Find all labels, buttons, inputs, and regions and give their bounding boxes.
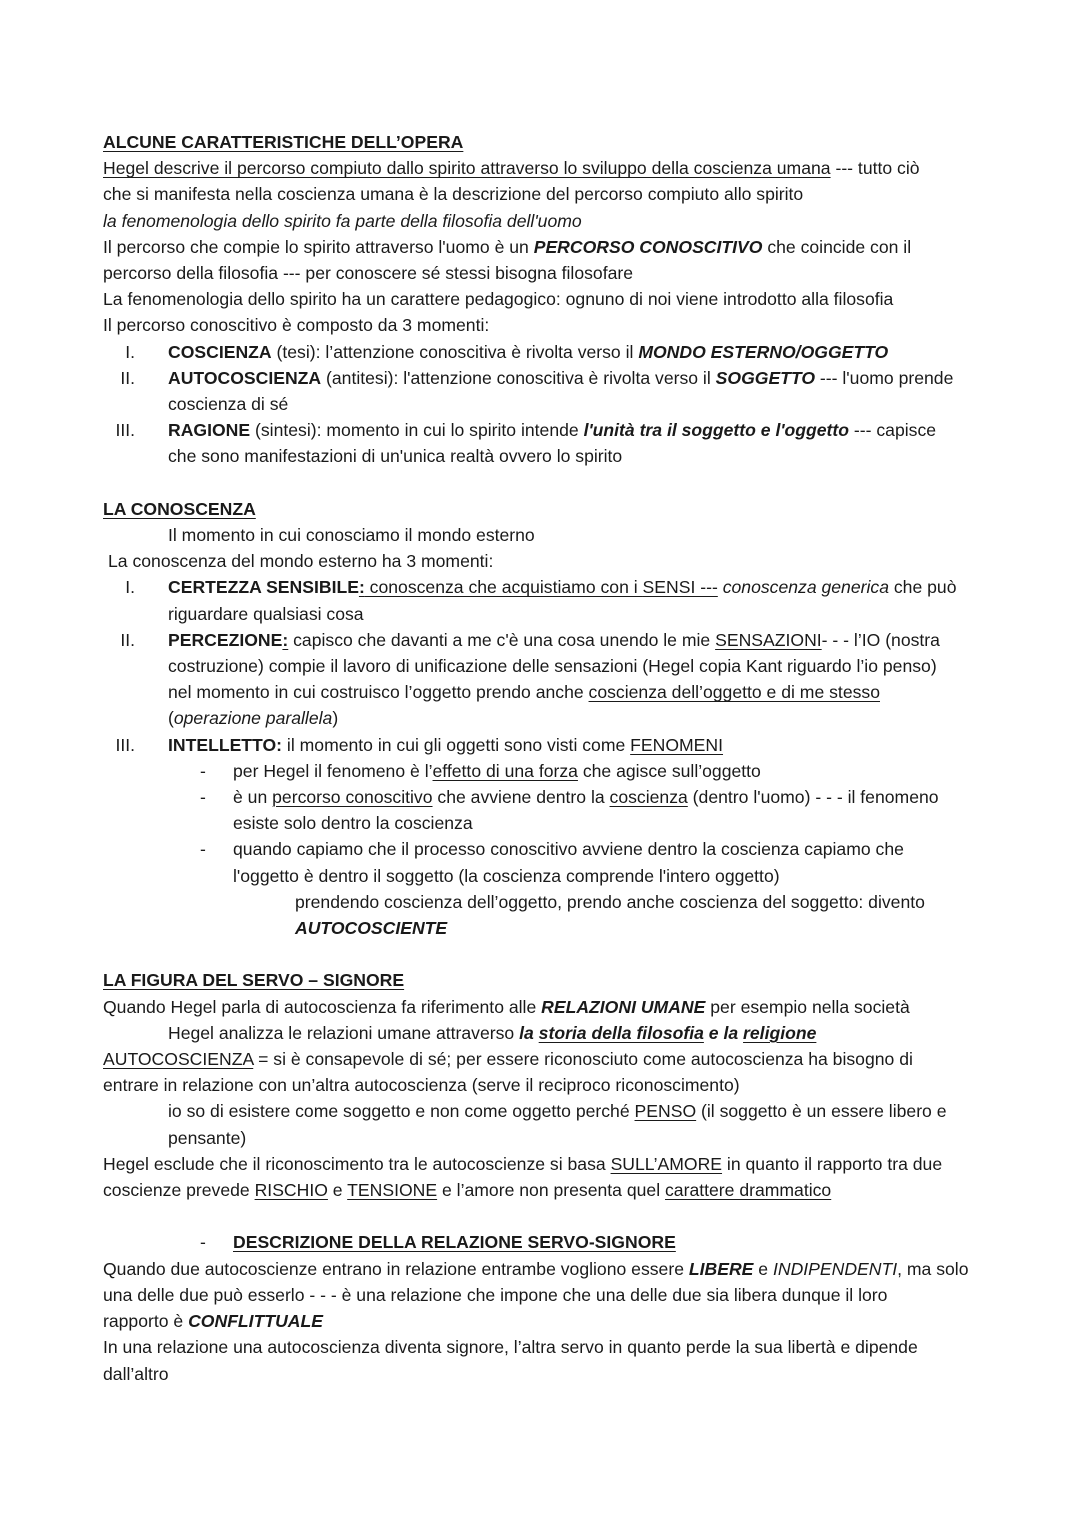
text-span: ) <box>332 708 339 729</box>
text-span: il momento in cui gli oggetti sono visti come <box>282 734 631 755</box>
text-span: = si è consapevole di sé; per essere riconosciuto come autocoscienza ha bisogno di <box>253 1049 913 1070</box>
spacer <box>103 941 1003 967</box>
text-span: che coincide con il <box>762 236 912 257</box>
underlined-text: coscienza <box>609 787 688 808</box>
text-span: Quando Hegel parla di autocoscienza fa riferimento alle <box>103 996 542 1017</box>
text-span: Quando due autocoscienze entrano in relazione entrambe vogliono essere <box>103 1258 689 1279</box>
text-span: (tesi): l’attenzione conoscitiva è rivolta verso il <box>271 341 639 362</box>
list-item <box>103 417 1003 469</box>
document-page <box>103 129 1003 1387</box>
text-span: --- tutto ciò <box>830 158 920 179</box>
text-span: che può <box>888 577 957 598</box>
text-line <box>103 1151 1003 1177</box>
list-item <box>103 339 1003 365</box>
emphasis-underlined-text: religione <box>743 1022 817 1043</box>
text-span: ( <box>168 708 174 729</box>
emphasis-text: la <box>519 1022 534 1043</box>
text-line: La conoscenza del mondo esterno ha 3 momenti: <box>108 551 494 572</box>
text-line: esiste solo dentro la coscienza <box>233 813 473 834</box>
text-line <box>103 1308 1003 1334</box>
underlined-text: carattere drammatico <box>665 1180 832 1201</box>
text-span: , ma solo <box>897 1258 969 1279</box>
italic-text: operazione parallela <box>173 708 333 729</box>
text-line: costruzione) compie il lavoro di unificazione delle sensazioni (Hegel copia Kant riguardo l’io penso) <box>168 656 937 677</box>
text-span: che avviene dentro la <box>432 787 610 808</box>
text-span: io so di esistere come soggetto e non come oggetto perché <box>168 1101 635 1122</box>
text-line: una delle due può esserlo - - - è una relazione che impone che una delle due sia libera dunque il loro <box>103 1284 888 1305</box>
text-line: dall’altro <box>103 1363 169 1384</box>
list-number: III. <box>115 420 135 441</box>
text-line: l'oggetto è dentro il soggetto (la coscienza comprende l'intero oggetto) <box>233 865 780 886</box>
text-span: --- l'uomo prende <box>815 367 954 388</box>
list-item <box>103 732 1003 758</box>
italic-text: INDIPENDENTI <box>772 1258 898 1279</box>
underlined-text: SENSI --- <box>642 577 718 598</box>
text-line <box>103 1020 1003 1046</box>
text-span: in quanto il rapporto tra due <box>722 1153 943 1174</box>
text-line: Il percorso conoscitivo è composto da 3 momenti: <box>103 315 490 336</box>
list-number: II. <box>120 367 135 388</box>
dash-bullet: - <box>200 760 206 781</box>
term-colon: : <box>282 629 289 650</box>
emphasis-text: l'unità tra il soggetto e l'oggetto <box>583 420 850 441</box>
text-span: (antitesi): l'attenzione conoscitiva è rivolta verso il <box>321 367 716 388</box>
text-line <box>103 1177 1003 1203</box>
text-line <box>103 234 1003 260</box>
text-span: e <box>753 1258 773 1279</box>
text-line: percorso della filosofia --- per conoscere sé stessi bisogna filosofare <box>103 263 634 284</box>
term-colon: : <box>358 577 365 598</box>
text-span: --- capisce <box>849 420 937 441</box>
text-line <box>103 1046 1003 1072</box>
text-line <box>103 994 1003 1020</box>
text-span: (dentro l'uomo) - - - il fenomeno <box>687 787 939 808</box>
section-heading <box>103 129 1003 155</box>
text-line: pensante) <box>168 1127 247 1148</box>
underlined-text: RISCHIO <box>254 1180 328 1201</box>
text-span: - - - l’IO (nostra <box>821 629 940 650</box>
underlined-text: conoscenza che acquistiamo con i <box>364 577 643 598</box>
underlined-text: Hegel descrive il percorso compiuto dallo spirito attraverso lo sviluppo della coscienza umana <box>103 158 831 179</box>
bullet-item <box>103 836 1003 888</box>
underlined-text: AUTOCOSCIENZA <box>103 1049 254 1070</box>
text-line <box>103 1256 1003 1282</box>
text-span: per Hegel il fenomeno è l’ <box>233 760 433 781</box>
bullet-item <box>103 758 1003 784</box>
text-span: Il percorso che compie lo spirito attraverso l'uomo è un <box>103 236 534 257</box>
underlined-text: effetto di una forza <box>432 760 578 781</box>
emphasis-text: SOGGETTO <box>715 367 816 388</box>
italic-text: conoscenza generica <box>722 577 889 598</box>
underlined-text: percorso conoscitivo <box>272 787 433 808</box>
term-text: CERTEZZA SENSIBILE <box>168 577 359 598</box>
text-span: per esempio nella società <box>705 996 910 1017</box>
section-heading <box>103 967 1003 993</box>
emphasis-text: e la <box>708 1022 739 1043</box>
text-line: quando capiamo che il processo conoscitivo avviene dentro la coscienza capiamo che <box>233 839 904 860</box>
emphasis-text: PERCORSO CONOSCITIVO <box>533 236 763 257</box>
spacer <box>103 1203 1003 1229</box>
list-item <box>103 627 1003 732</box>
underlined-text: coscienza dell’oggetto e di me stesso <box>588 682 880 703</box>
list-item <box>103 365 1003 417</box>
term-text: INTELLETTO: <box>168 734 283 755</box>
list-number: II. <box>120 629 135 650</box>
text-line: riguardare qualsiasi cosa <box>168 603 364 624</box>
heading-text: LA CONOSCENZA <box>103 498 256 519</box>
text-span: coscienze prevede <box>103 1180 255 1201</box>
dash-bullet: - <box>200 787 206 808</box>
bullet-item <box>103 784 1003 836</box>
text-span: Hegel analizza le relazioni umane attraverso <box>168 1022 520 1043</box>
text-line: coscienza di sé <box>168 394 289 415</box>
dash-bullet: - <box>200 1232 206 1253</box>
text-span: rapporto è <box>103 1311 189 1332</box>
text-line <box>103 1098 1003 1124</box>
emphasis-text: RELAZIONI UMANE <box>541 996 706 1017</box>
text-line: la fenomenologia dello spirito fa parte della filosofia dell'uomo <box>103 210 582 231</box>
term-text: COSCIENZA <box>168 341 272 362</box>
term-text: RAGIONE <box>168 420 251 441</box>
emphasis-text: MONDO ESTERNO/OGGETTO <box>638 341 889 362</box>
underlined-text: SULL’AMORE <box>610 1153 723 1174</box>
text-span: e <box>327 1180 348 1201</box>
emphasis-underlined-text: storia della filosofia <box>538 1022 704 1043</box>
text-line: prendendo coscienza dell’oggetto, prendo anche coscienza del soggetto: divento <box>295 891 925 912</box>
heading-text: DESCRIZIONE DELLA RELAZIONE SERVO-SIGNORE <box>233 1232 676 1253</box>
list-number: I. <box>125 577 135 598</box>
list-number: III. <box>115 734 135 755</box>
list-item <box>103 574 1003 626</box>
text-span: è un <box>233 787 273 808</box>
underlined-text: FENOMENI <box>630 734 724 755</box>
text-span: (sintesi): momento in cui lo spirito intende <box>250 420 584 441</box>
underlined-text: SENSAZIONI <box>715 629 822 650</box>
text-line <box>103 155 1003 181</box>
underlined-text: TENSIONE <box>347 1180 438 1201</box>
term-text: PERCEZIONE <box>168 629 283 650</box>
text-line: Il momento in cui conosciamo il mondo esterno <box>168 525 535 546</box>
text-line: che sono manifestazioni di un'unica realtà ovvero lo spirito <box>168 446 623 467</box>
text-span: (il soggetto è un essere libero e <box>696 1101 947 1122</box>
list-number: I. <box>125 341 135 362</box>
text-span: e l’amore non presenta quel <box>437 1180 665 1201</box>
term-text: AUTOCOSCIENZA <box>168 367 322 388</box>
emphasis-text: CONFLITTUALE <box>188 1311 323 1332</box>
text-span: Hegel esclude che il riconoscimento tra le autocoscienze si basa <box>103 1153 611 1174</box>
dash-bullet: - <box>200 839 206 860</box>
subsection-heading <box>103 1229 1003 1255</box>
emphasis-line: AUTOCOSCIENTE <box>295 918 448 939</box>
heading-text: LA FIGURA DEL SERVO – SIGNORE <box>103 970 405 991</box>
text-line: In una relazione una autocoscienza diventa signore, l’altra servo in quanto perde la sua libertà e dipende <box>103 1337 918 1358</box>
emphasis-text: LIBERE <box>688 1258 754 1279</box>
text-line: entrare in relazione con un’altra autocoscienza (serve il reciproco riconoscimento) <box>103 1075 740 1096</box>
text-line: che si manifesta nella coscienza umana è la descrizione del percorso compiuto allo spirito <box>103 184 804 205</box>
heading-text: ALCUNE CARATTERISTICHE DELL’OPERA <box>103 132 464 152</box>
section-heading <box>103 496 1003 522</box>
spacer <box>103 470 1003 496</box>
text-span: capisco che davanti a me c'è una cosa unendo le mie <box>288 629 716 650</box>
text-span: nel momento in cui costruisco l’oggetto prendo anche <box>168 682 589 703</box>
text-line: La fenomenologia dello spirito ha un carattere pedagogico: ognuno di noi viene introdotto alla filosofia <box>103 289 894 310</box>
text-span: che agisce sull’oggetto <box>577 760 761 781</box>
underlined-text: PENSO <box>634 1101 697 1122</box>
